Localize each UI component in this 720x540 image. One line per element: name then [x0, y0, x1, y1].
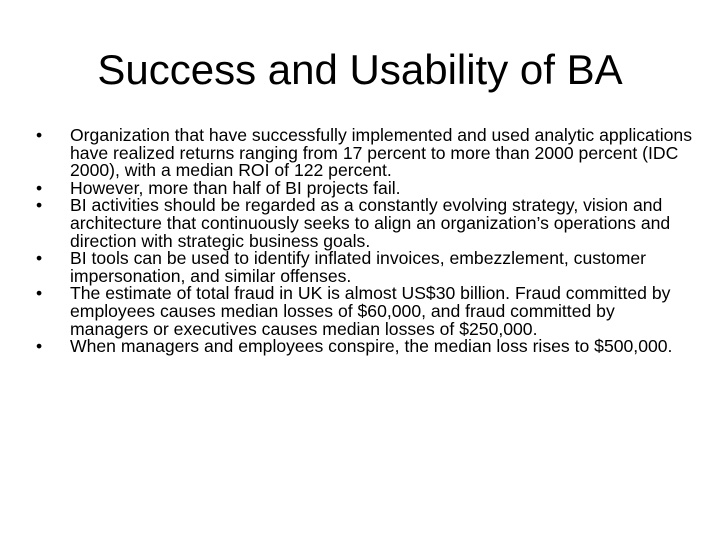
bullet-list [36, 127, 696, 356]
bullet-marker: • [36, 177, 43, 198]
bullet-text: BI activities should be regarded as a constantly evolving strategy, vision and architecture that continuously seeks to align an organization’s operations and direction with strategic business goals. [70, 195, 671, 251]
bullet-marker: • [36, 248, 43, 269]
bullet-marker: • [36, 195, 43, 216]
slide-title: Success and Usability of BA [97, 46, 623, 93]
bullet-marker: • [36, 336, 43, 357]
bullet-marker: • [36, 283, 43, 304]
bullet-marker: • [36, 125, 43, 145]
bullet-item [36, 250, 696, 285]
bullet-item [36, 338, 696, 356]
bullet-item [36, 285, 696, 338]
bullet-text: BI tools can be used to identify inflated invoices, embezzlement, customer impersonation, and similar offenses. [70, 248, 647, 286]
bullet-item [36, 197, 696, 250]
bullet-text: However, more than half of BI projects fail. [70, 177, 401, 198]
bullet-item [36, 127, 696, 180]
bullet-text: When managers and employees conspire, the median loss rises to $500,000. [70, 336, 673, 357]
bullet-text: The estimate of total fraud in UK is almost US$30 billion. Fraud committed by employees causes median losses of $60,000, and fraud committed by managers or executives causes median losses of $250,000. [70, 283, 671, 339]
bullet-text: Organization that have successfully implemented and used analytic applications have realized returns ranging from 17 percent to more than 2000 percent (IDC 2000), with a median ROI of 122 percent. [70, 125, 693, 181]
